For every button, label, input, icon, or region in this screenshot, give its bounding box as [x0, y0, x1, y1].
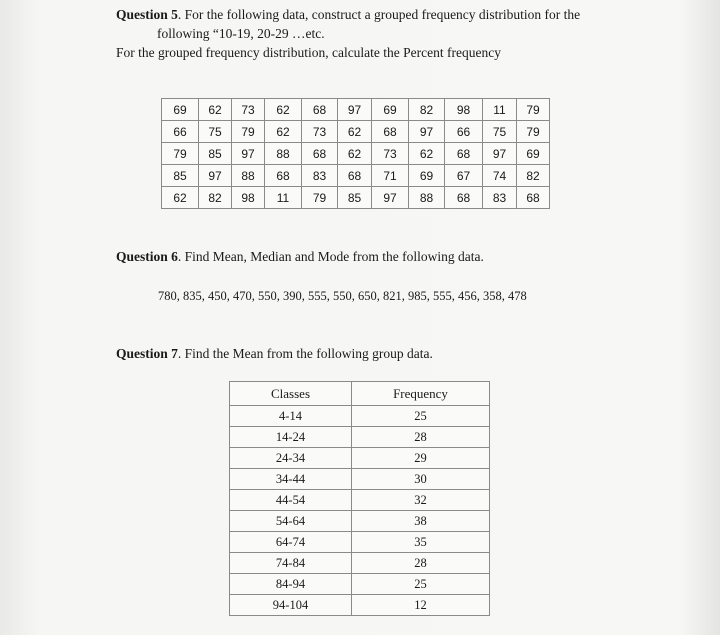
- table-cell: 62: [265, 121, 302, 143]
- table-cell: 62: [338, 121, 372, 143]
- table-cell: 68: [265, 165, 302, 187]
- frequency-cell: 28: [352, 427, 490, 448]
- table-cell: 82: [199, 187, 232, 209]
- table-cell: 79: [302, 187, 338, 209]
- class-interval-cell: 34-44: [230, 469, 352, 490]
- table-row: [230, 532, 490, 553]
- table-cell: 69: [517, 143, 550, 165]
- table-cell: 71: [372, 165, 409, 187]
- table-cell: 85: [338, 187, 372, 209]
- question-6-heading: [116, 249, 484, 265]
- table-cell: 97: [232, 143, 265, 165]
- class-interval-cell: 74-84: [230, 553, 352, 574]
- table-cell: 79: [517, 99, 550, 121]
- table-cell: 88: [409, 187, 445, 209]
- table-cell: 98: [232, 187, 265, 209]
- frequency-cell: 30: [352, 469, 490, 490]
- table-row: [230, 448, 490, 469]
- class-interval-cell: 24-34: [230, 448, 352, 469]
- table-cell: 68: [302, 99, 338, 121]
- table-row: [162, 187, 550, 209]
- table-cell: 79: [232, 121, 265, 143]
- table-cell: 82: [517, 165, 550, 187]
- question-7-table-body: [230, 406, 490, 616]
- question-6-text: . Find Mean, Median and Mode from the following data.: [177, 249, 484, 264]
- table-row: [230, 490, 490, 511]
- frequency-cell: 25: [352, 406, 490, 427]
- class-interval-cell: 94-104: [230, 595, 352, 616]
- table-cell: 69: [409, 165, 445, 187]
- table-cell: 62: [409, 143, 445, 165]
- table-row: [162, 165, 550, 187]
- table-row: [230, 406, 490, 427]
- table-cell: 79: [517, 121, 550, 143]
- classes-header: Classes: [230, 382, 352, 406]
- table-cell: 11: [265, 187, 302, 209]
- question-5-label: Question 5: [116, 7, 178, 22]
- table-cell: 62: [162, 187, 199, 209]
- table-cell: 79: [162, 143, 199, 165]
- table-row: [230, 511, 490, 532]
- question-5-data-table-body: [162, 99, 550, 209]
- table-cell: 62: [338, 143, 372, 165]
- question-5-data-table: [161, 98, 550, 209]
- table-cell: 85: [199, 143, 232, 165]
- table-cell: 68: [338, 165, 372, 187]
- frequency-cell: 35: [352, 532, 490, 553]
- table-cell: 62: [265, 99, 302, 121]
- table-cell: 66: [445, 121, 483, 143]
- question-7-table-head: [230, 382, 490, 406]
- table-row: [162, 143, 550, 165]
- class-interval-cell: 54-64: [230, 511, 352, 532]
- question-7-heading: [116, 346, 433, 362]
- table-cell: 68: [445, 143, 483, 165]
- table-row: [230, 469, 490, 490]
- table-cell: 69: [162, 99, 199, 121]
- table-row: [162, 99, 550, 121]
- table-cell: 83: [483, 187, 517, 209]
- table-cell: 66: [162, 121, 199, 143]
- table-cell: 97: [372, 187, 409, 209]
- table-cell: 75: [199, 121, 232, 143]
- table-cell: 68: [445, 187, 483, 209]
- table-row: [230, 574, 490, 595]
- question-7-text: . Find the Mean from the following group data.: [177, 346, 433, 361]
- table-cell: 85: [162, 165, 199, 187]
- frequency-cell: 12: [352, 595, 490, 616]
- class-interval-cell: 14-24: [230, 427, 352, 448]
- table-row: [162, 121, 550, 143]
- frequency-cell: 32: [352, 490, 490, 511]
- frequency-cell: 28: [352, 553, 490, 574]
- table-cell: 97: [199, 165, 232, 187]
- class-interval-cell: 84-94: [230, 574, 352, 595]
- table-cell: 75: [483, 121, 517, 143]
- table-cell: 73: [372, 143, 409, 165]
- table-cell: 69: [372, 99, 409, 121]
- table-row: [230, 595, 490, 616]
- table-cell: 11: [483, 99, 517, 121]
- question-5-text-line-1: . For the following data, construct a grouped frequency distribution for the: [177, 7, 581, 22]
- table-cell: 97: [338, 99, 372, 121]
- table-cell: 68: [372, 121, 409, 143]
- question-5-text-line-2: following “10-19, 20-29 …etc.: [157, 26, 325, 41]
- table-cell: 97: [483, 143, 517, 165]
- question-5-text-line-3: For the grouped frequency distribution, calculate the Percent frequency: [116, 45, 501, 60]
- table-cell: 88: [232, 165, 265, 187]
- table-cell: 88: [265, 143, 302, 165]
- question-6-data-values: 780, 835, 450, 470, 550, 390, 555, 550, 650, 821, 985, 555, 456, 358, 478: [158, 289, 527, 303]
- frequency-cell: 29: [352, 448, 490, 469]
- class-interval-cell: 44-54: [230, 490, 352, 511]
- table-row: [230, 427, 490, 448]
- frequency-header: Frequency: [352, 382, 490, 406]
- question-5-heading: [116, 7, 580, 23]
- table-cell: 83: [302, 165, 338, 187]
- class-interval-cell: 4-14: [230, 406, 352, 427]
- question-7-group-table: [229, 381, 490, 616]
- table-cell: 74: [483, 165, 517, 187]
- table-cell: 97: [409, 121, 445, 143]
- question-6-label: Question 6: [116, 249, 178, 264]
- table-cell: 68: [517, 187, 550, 209]
- table-cell: 67: [445, 165, 483, 187]
- question-7-header-row: [230, 382, 490, 406]
- table-cell: 82: [409, 99, 445, 121]
- table-cell: 62: [199, 99, 232, 121]
- table-cell: 98: [445, 99, 483, 121]
- frequency-cell: 38: [352, 511, 490, 532]
- question-7-label: Question 7: [116, 346, 178, 361]
- table-cell: 73: [302, 121, 338, 143]
- class-interval-cell: 64-74: [230, 532, 352, 553]
- table-cell: 73: [232, 99, 265, 121]
- table-cell: 68: [302, 143, 338, 165]
- frequency-cell: 25: [352, 574, 490, 595]
- table-row: [230, 553, 490, 574]
